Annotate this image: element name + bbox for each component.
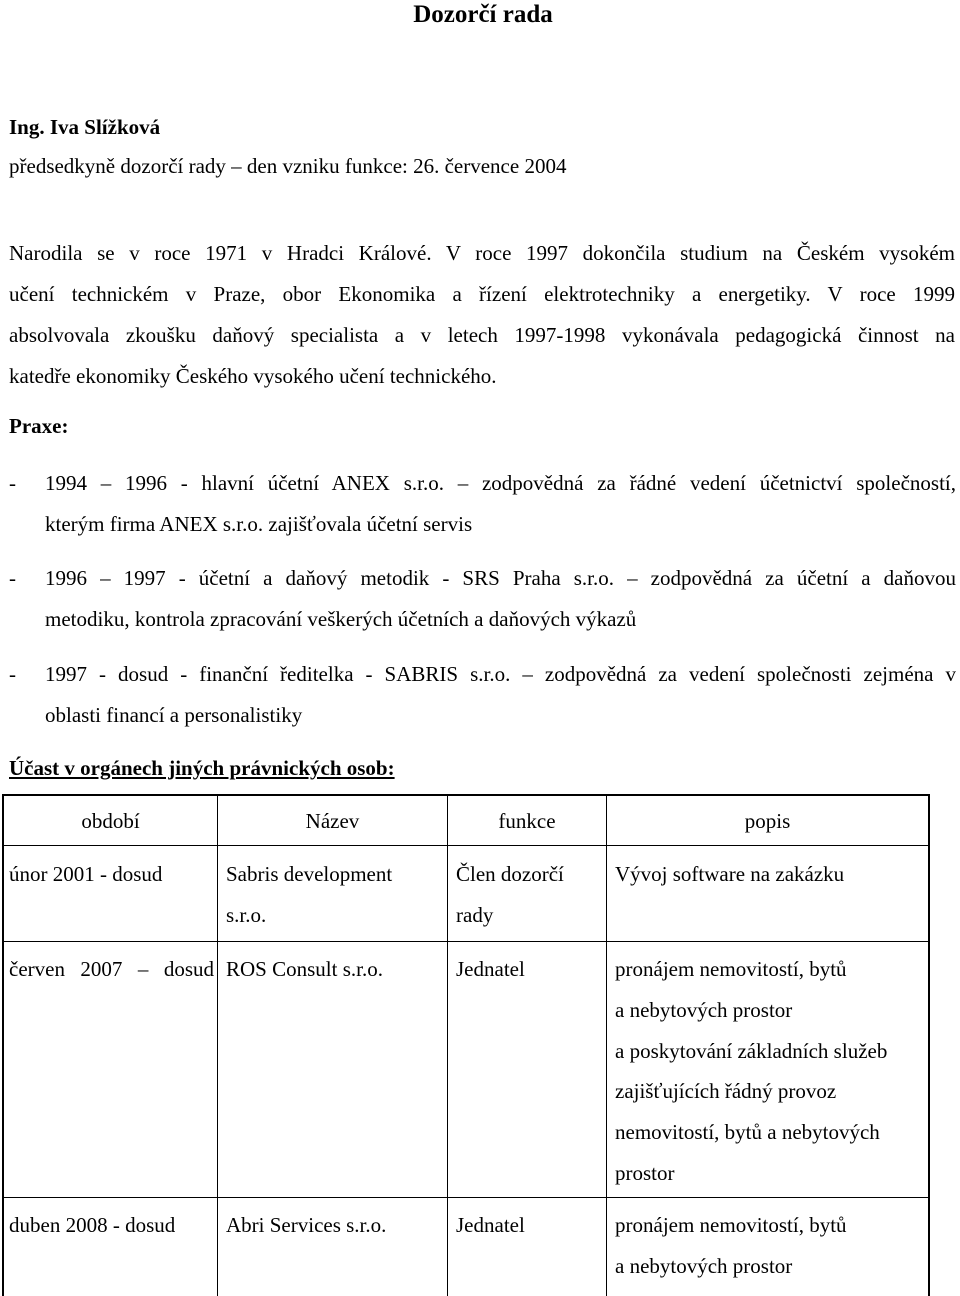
list-dash: - bbox=[9, 662, 16, 686]
table-border bbox=[447, 794, 448, 1296]
table-cell-description: a nebytových prostor bbox=[615, 1254, 793, 1278]
bio-line: absolvovala zkoušku daňový specialista a v letech 1997-1998 vykonávala pedagogická činnost na bbox=[9, 323, 955, 347]
table-cell-period: duben 2008 - dosud bbox=[9, 1213, 176, 1237]
table-border bbox=[2, 941, 930, 942]
table-cell-name: Sabris development bbox=[226, 862, 393, 886]
table-border bbox=[2, 1197, 930, 1198]
table-cell-function: Jednatel bbox=[456, 1213, 525, 1237]
table-cell-description: prostor bbox=[615, 1161, 675, 1185]
practice-heading: Praxe: bbox=[9, 414, 69, 438]
table-cell-description: pronájem nemovitostí, bytů bbox=[615, 957, 847, 981]
table-cell-description: nemovitostí, bytů a nebytových bbox=[615, 1120, 880, 1144]
practice-line: oblasti financí a personalistiky bbox=[45, 703, 303, 727]
table-header-cell: popis bbox=[744, 809, 791, 833]
table-cell-description: pronájem nemovitostí, bytů bbox=[615, 1213, 847, 1237]
table-border bbox=[2, 845, 930, 846]
table-cell-description: Vývoj software na zakázku bbox=[615, 862, 845, 886]
practice-line: 1996 – 1997 - účetní a daňový metodik - SRS Praha s.r.o. – zodpovědná za účetní a daňovou bbox=[45, 566, 956, 590]
practice-line: kterým firma ANEX s.r.o. zajišťovala účetní servis bbox=[45, 512, 473, 536]
table-border bbox=[928, 794, 930, 1296]
table-border bbox=[606, 794, 607, 1296]
table-cell-function: rady bbox=[456, 903, 494, 927]
table-cell-name: s.r.o. bbox=[226, 903, 267, 927]
table-header-cell: funkce bbox=[498, 809, 556, 833]
bio-line: učení technickém v Praze, obor Ekonomika a řízení elektrotechniky a energetiky. V roce 1999 bbox=[9, 282, 955, 306]
bio-line: katedře ekonomiky Českého vysokého učení technického. bbox=[9, 364, 497, 388]
table-cell-description: zajišťujících řádný provoz bbox=[615, 1079, 837, 1103]
table-border bbox=[2, 794, 4, 1296]
table-cell-description: a nebytových prostor bbox=[615, 998, 793, 1022]
table-cell-period: únor 2001 - dosud bbox=[9, 862, 163, 886]
table-cell-period: červen 2007 – dosud bbox=[9, 957, 214, 981]
list-dash: - bbox=[9, 471, 16, 495]
list-dash: - bbox=[9, 566, 16, 590]
bio-line: Narodila se v roce 1971 v Hradci Králové. V roce 1997 dokončila studium na Českém vysokém bbox=[9, 241, 955, 265]
table-header-cell: období bbox=[81, 809, 140, 833]
person-role: předsedkyně dozorčí rady – den vzniku funkce: 26. července 2004 bbox=[9, 154, 567, 178]
table-cell-name: Abri Services s.r.o. bbox=[226, 1213, 387, 1237]
table-cell-function: Jednatel bbox=[456, 957, 525, 981]
participation-heading: Účast v orgánech jiných právnických osob: bbox=[9, 756, 395, 780]
person-name: Ing. Iva Slížková bbox=[9, 115, 161, 139]
table-cell-function: Člen dozorčí bbox=[456, 862, 564, 886]
practice-line: 1994 – 1996 - hlavní účetní ANEX s.r.o. – zodpovědná za řádné vedení účetnictví společností, bbox=[45, 471, 956, 495]
table-cell-name: ROS Consult s.r.o. bbox=[226, 957, 383, 981]
practice-line: metodiku, kontrola zpracování veškerých účetních a daňových výkazů bbox=[45, 607, 637, 631]
document-title: Dozorčí rada bbox=[413, 1, 553, 28]
table-cell-description: a poskytování základních služeb bbox=[615, 1039, 888, 1063]
table-border bbox=[2, 794, 930, 796]
table-border bbox=[217, 794, 218, 1296]
table-header-cell: Název bbox=[305, 809, 360, 833]
practice-line: 1997 - dosud - finanční ředitelka - SABRIS s.r.o. – zodpovědná za vedení společnosti zejména v bbox=[45, 662, 956, 686]
